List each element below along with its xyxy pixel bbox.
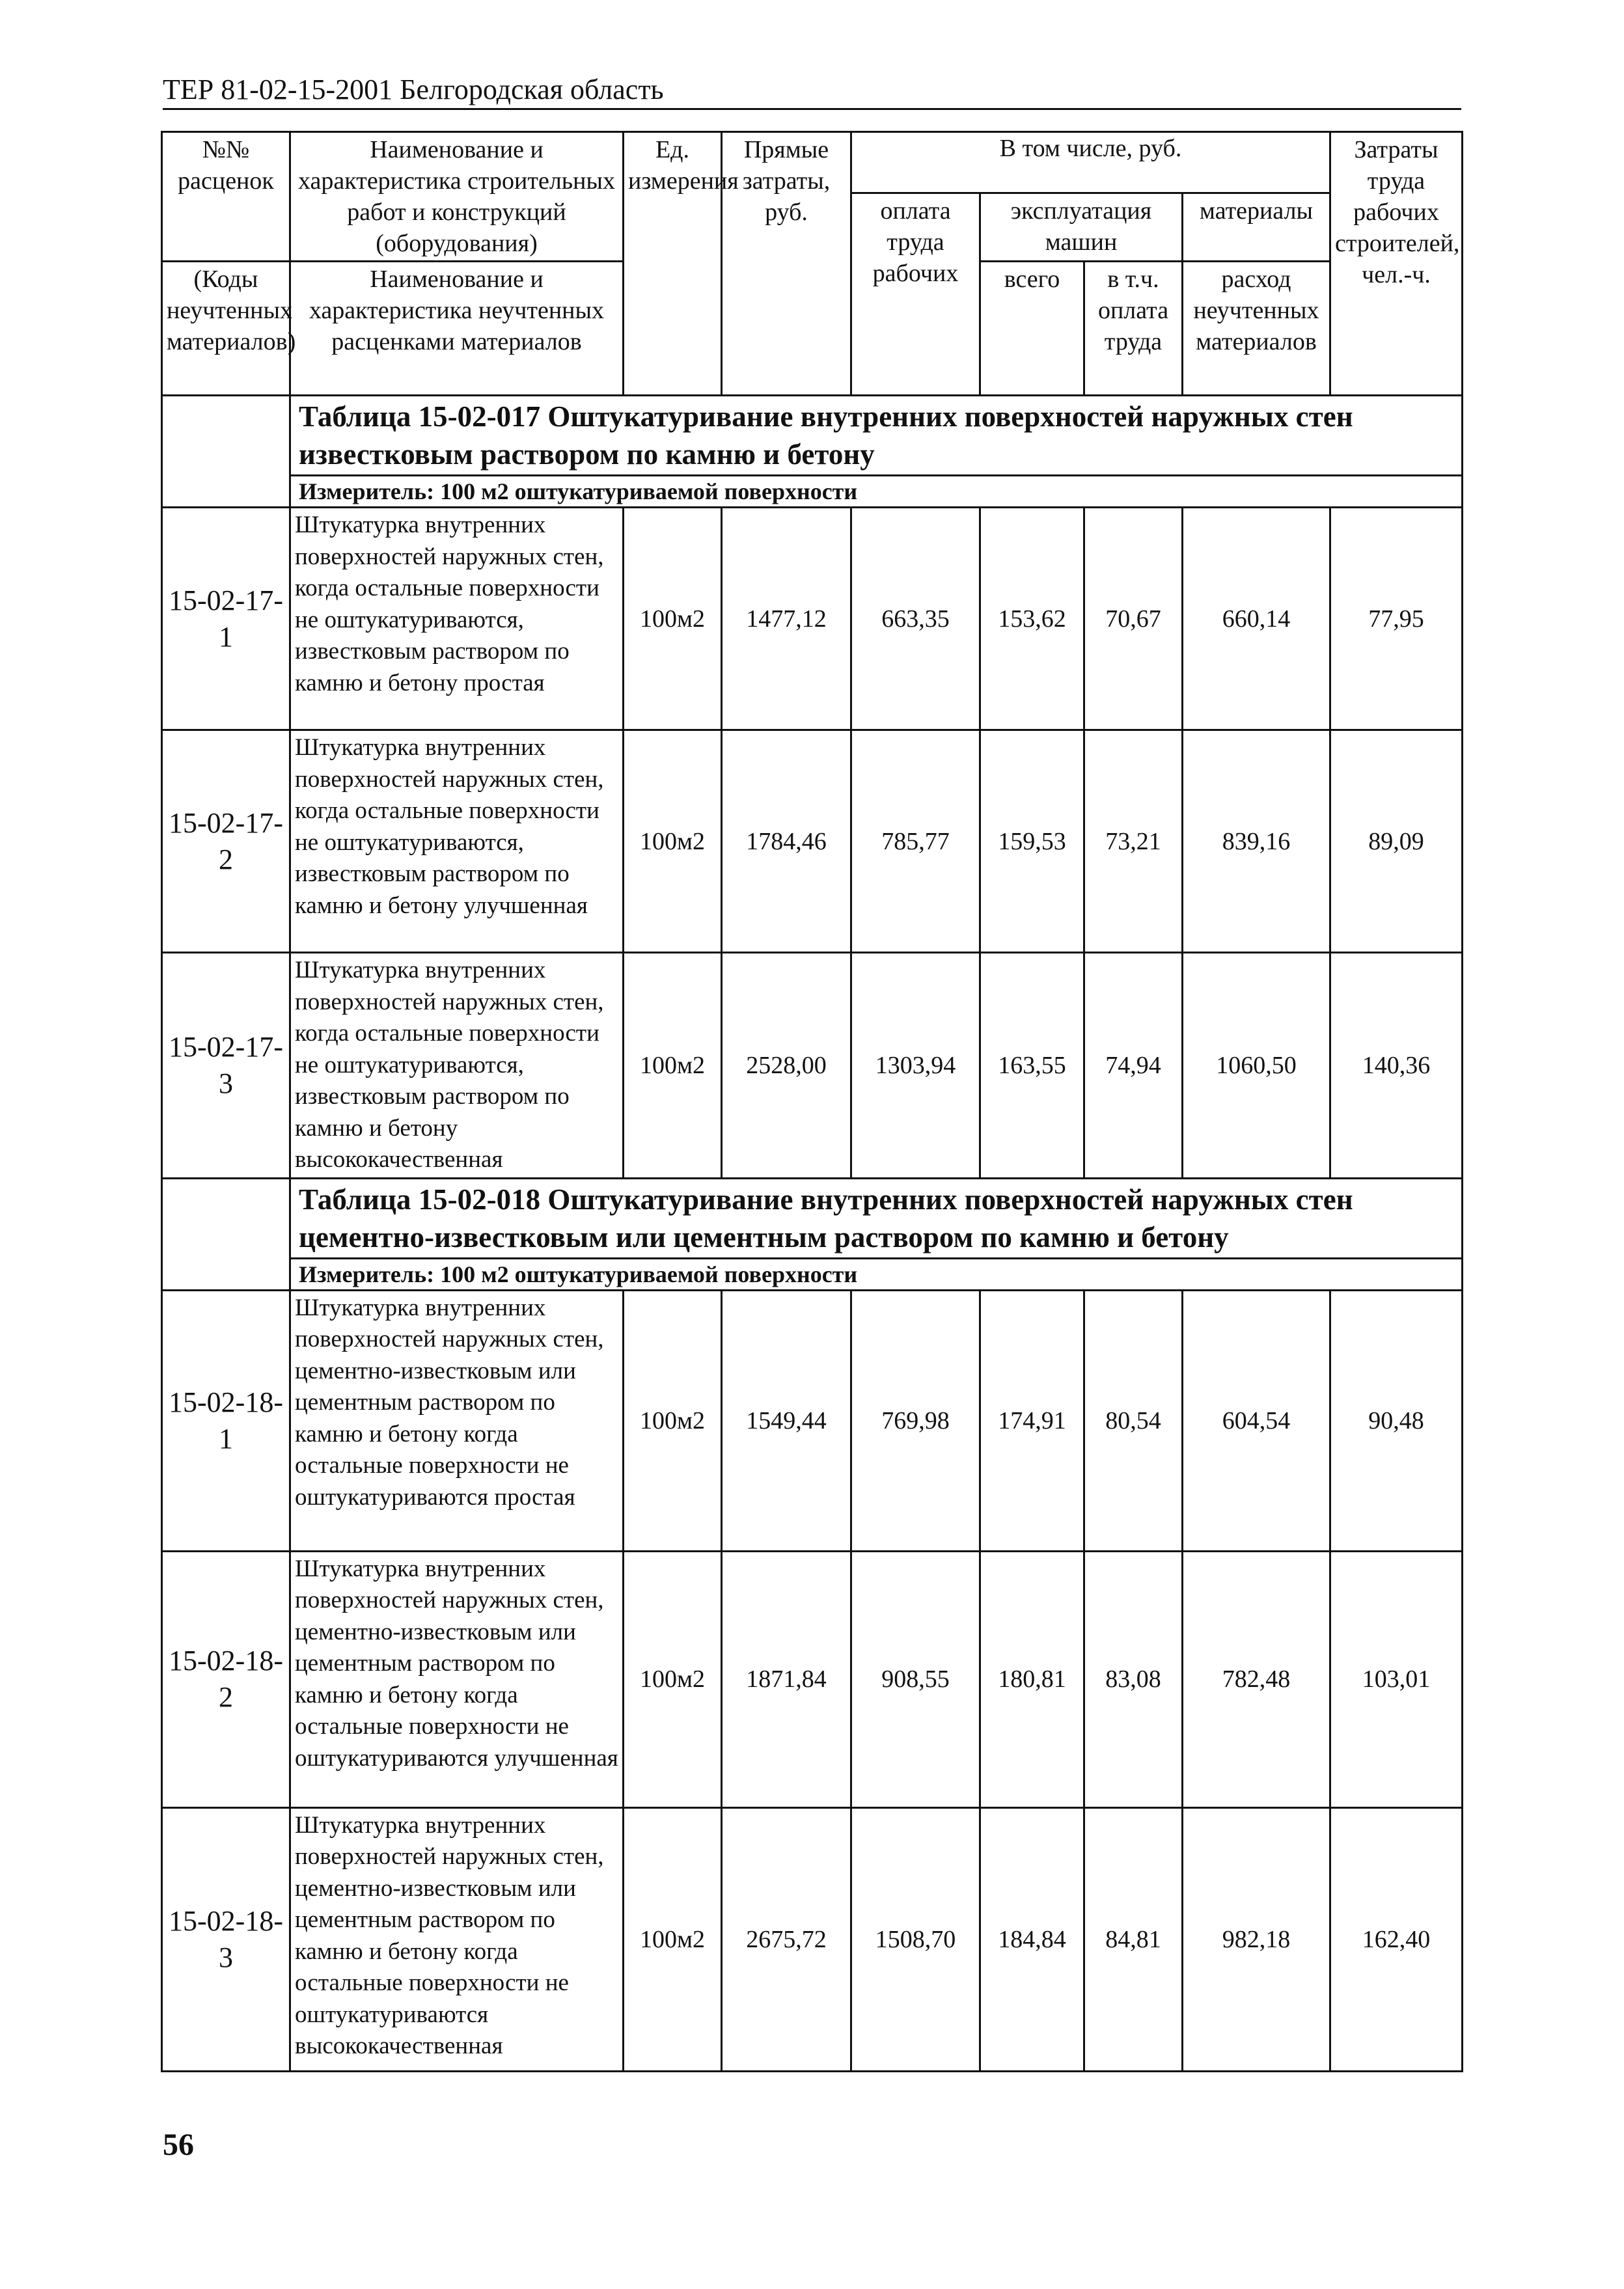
section-title: Таблица 15-02-017 Оштукатуривание внутренних поверхностей наружных стен известковым раствором по камню и бетону [290,396,1463,476]
work-name: Штукатурка внутренних поверхностей наружных стен, цементно-известковым или цементным раствором по камню и бетону когда остальные поверхности не оштукатуриваются высококачественная [290,1807,624,2071]
section-title-row [162,396,1463,476]
col-header-machines-total: всего [980,262,1084,396]
direct-cost-cell: 1871,84 [722,1551,851,1807]
machines-total-cell: 163,55 [980,953,1084,1179]
labor-hours-cell: 90,48 [1330,1290,1463,1551]
rate-code: 15-02-17-1 [162,508,290,730]
labor-hours-cell: 162,40 [1330,1807,1463,2071]
work-name: Штукатурка внутренних поверхностей наружных стен, когда остальные поверхности не оштукатуриваются, известковым раствором по камню и бетону улучшенная [290,730,624,953]
col-header-unaccounted-materials: Наименование и характеристика неучтенных расценками материалов [290,262,624,396]
col-header-labor-hours: Затраты труда рабочих строителей, чел.-ч. [1330,132,1463,396]
machines-total-cell: 159,53 [980,730,1084,953]
table-row [162,953,1463,1179]
machines-labor-cell: 74,94 [1084,953,1183,1179]
unit-cell: 100м2 [624,1807,722,2071]
materials-cell: 604,54 [1183,1290,1330,1551]
machines-total-cell: 180,81 [980,1551,1084,1807]
col-header-name: Наименование и характеристика строительных работ и конструкций (оборудования) [290,132,624,262]
work-name: Штукатурка внутренних поверхностей наружных стен, когда остальные поверхности не оштукатуриваются, известковым раствором по камню и бетону простая [290,508,624,730]
header-row-top [162,132,1463,193]
labor-hours-cell: 103,01 [1330,1551,1463,1807]
rate-code: 15-02-17-3 [162,953,290,1179]
work-name: Штукатурка внутренних поверхностей наружных стен, цементно-известковым или цементным раствором по камню и бетону когда остальные поверхности не оштукатуриваются улучшенная [290,1551,624,1807]
col-header-labor-pay: оплата труда рабочих [851,193,980,396]
table-row [162,508,1463,730]
col-header-code: №№ расценок [162,132,290,262]
materials-cell: 782,48 [1183,1551,1330,1807]
unit-cell: 100м2 [624,1290,722,1551]
section-code-blank [162,1178,290,1290]
labor-pay-cell: 769,98 [851,1290,980,1551]
labor-hours-cell: 140,36 [1330,953,1463,1179]
labor-pay-cell: 785,77 [851,730,980,953]
header-rule [163,108,1461,110]
col-header-unit: Ед. измерения [624,132,722,396]
unit-cell: 100м2 [624,508,722,730]
col-header-direct: Прямые затраты, руб. [722,132,851,396]
machines-labor-cell: 80,54 [1084,1290,1183,1551]
section-measure-row [162,476,1463,508]
section-title-row [162,1178,1463,1258]
materials-cell: 839,16 [1183,730,1330,953]
page-number: 56 [163,2128,194,2162]
direct-cost-cell: 1784,46 [722,730,851,953]
section-title: Таблица 15-02-018 Оштукатуривание внутренних поверхностей наружных стен цементно-известковым или цементным раствором по камню и бетону [290,1178,1463,1258]
col-header-unaccounted-codes: (Коды неучтенных материалов) [162,262,290,396]
col-header-machines: эксплуатация машин [980,193,1183,262]
table-row [162,1807,1463,2071]
direct-cost-cell: 1477,12 [722,508,851,730]
work-name: Штукатурка внутренних поверхностей наружных стен, цементно-известковым или цементным раствором по камню и бетону когда остальные поверхности не оштукатуриваются простая [290,1290,624,1551]
labor-pay-cell: 1508,70 [851,1807,980,2071]
materials-cell: 660,14 [1183,508,1330,730]
col-header-machines-labor: в т.ч. оплата труда [1084,262,1183,396]
table-body [162,132,1463,2072]
unit-cell: 100м2 [624,953,722,1179]
machines-labor-cell: 84,81 [1084,1807,1183,2071]
table-row [162,730,1463,953]
section-measure: Измеритель: 100 м2 оштукатуриваемой поверхности [290,476,1463,508]
section-measure-row [162,1258,1463,1290]
machines-labor-cell: 70,67 [1084,508,1183,730]
running-header: ТЕР 81-02-15-2001 Белгородская область [163,74,664,105]
section-code-blank [162,396,290,508]
direct-cost-cell: 2528,00 [722,953,851,1179]
labor-pay-cell: 663,35 [851,508,980,730]
table-row [162,1551,1463,1807]
col-header-materials: материалы [1183,193,1330,262]
col-header-materials-unaccounted: расход неучтенных материалов [1183,262,1330,396]
price-table [161,131,1463,2072]
section-measure: Измеритель: 100 м2 оштукатуриваемой поверхности [290,1258,1463,1290]
machines-total-cell: 153,62 [980,508,1084,730]
machines-labor-cell: 73,21 [1084,730,1183,953]
materials-cell: 982,18 [1183,1807,1330,2071]
rate-code: 15-02-18-2 [162,1551,290,1807]
machines-total-cell: 184,84 [980,1807,1084,2071]
work-name: Штукатурка внутренних поверхностей наружных стен, когда остальные поверхности не оштукатуриваются, известковым раствором по камню и бетону высококачественная [290,953,624,1179]
labor-hours-cell: 77,95 [1330,508,1463,730]
machines-labor-cell: 83,08 [1084,1551,1183,1807]
labor-pay-cell: 908,55 [851,1551,980,1807]
unit-cell: 100м2 [624,1551,722,1807]
rate-code: 15-02-18-3 [162,1807,290,2071]
direct-cost-cell: 1549,44 [722,1290,851,1551]
unit-cell: 100м2 [624,730,722,953]
labor-pay-cell: 1303,94 [851,953,980,1179]
labor-hours-cell: 89,09 [1330,730,1463,953]
rate-code: 15-02-18-1 [162,1290,290,1551]
rate-code: 15-02-17-2 [162,730,290,953]
machines-total-cell: 174,91 [980,1290,1084,1551]
direct-cost-cell: 2675,72 [722,1807,851,2071]
col-header-including: В том числе, руб. [851,132,1330,193]
table-row [162,1290,1463,1551]
materials-cell: 1060,50 [1183,953,1330,1179]
